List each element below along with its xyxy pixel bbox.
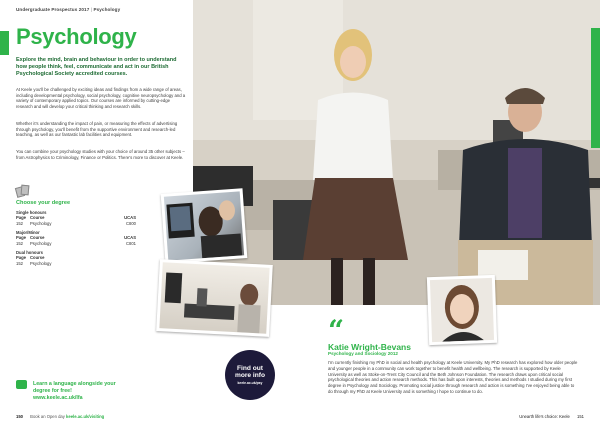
degree-section-major-minor xyxy=(16,230,136,246)
find-more-badge[interactable] xyxy=(225,350,275,400)
page-number: 151 xyxy=(577,414,584,419)
section-tab-right xyxy=(591,28,600,148)
testimonial-quote: I'm currently finishing my PhD in social and health psychology at Keele University. My PhD research has explored how older people and younger people in a community can work together to benefit health and wellbeing. The research is supported by Keele University as well as Stoke-on-Trent City Council and the Beth Johnson Foundation. The research draws upon critical social psychological theories and action research methods. This has built upon interests, theories and methods I studied during my first degree in Psychology and Sociology. Promoting social justice through research and action is something I've enjoyed being able to do through my PhD at Keele University and is something I hope to continue to do. xyxy=(328,360,578,394)
header-section: Psychology xyxy=(93,7,121,12)
choose-degree-heading: Choose your degree xyxy=(16,200,71,206)
find-more-link[interactable]: keele.ac.uk/psy xyxy=(237,381,263,386)
degree-row: 152 Psychology C800 xyxy=(16,220,136,226)
body-paragraph: Whether it's understanding the impact of pain, or measuring the effects of advertising through psychology, you'll benefit from the supportive environment and research-led teaching, as well as our fantastic lab facilities and equipment. xyxy=(16,121,178,138)
section-tab xyxy=(0,31,9,55)
footer-tagline: Unearth life's choice: Keele xyxy=(519,414,570,419)
graduation-cap-icon xyxy=(16,184,34,198)
degree-row: 152 Psychology C801 xyxy=(16,240,136,246)
footer-link[interactable]: keele.ac.uk/visiting xyxy=(66,414,105,419)
degree-section-title: Single honours xyxy=(16,210,47,215)
degree-row: 152 Psychology xyxy=(16,260,52,266)
quote-icon: “ xyxy=(328,314,345,347)
student-portrait xyxy=(427,275,497,345)
lab-photo-equipment xyxy=(156,259,273,337)
footer-right xyxy=(519,414,584,419)
running-header: Undergraduate Prospectus 2017 | Psychology xyxy=(16,7,121,12)
header-label: Undergraduate Prospectus 2017 xyxy=(16,7,90,12)
footer-text: Book an Open day xyxy=(30,414,65,419)
testimonial-name: Katie Wright-Bevans xyxy=(328,342,411,352)
page-number: 150 xyxy=(16,414,23,419)
degree-table-header: Page Course UCAS xyxy=(16,235,136,240)
intro-text: Explore the mind, brain and behaviour in order to understand how people think, feel, communicate and act in our British Psychological Society accredited courses. xyxy=(16,57,177,77)
find-more-title: Find out more info xyxy=(234,364,266,379)
language-link[interactable]: www.keele.ac.uk/lfa xyxy=(33,395,83,401)
main-photo xyxy=(193,0,600,305)
body-paragraph: At Keele you'll be challenged by exciting ideas and findings from a wide range of areas, including developmental psychology, social psychology, cognitive neuropsychology and a variety of contemporary applied topics. Our courses are informed by cutting-edge research and will develop your critical thinking and research skills. xyxy=(16,87,186,109)
degree-table-header: Page Course xyxy=(16,255,45,260)
language-promo: Learn a language alongside your degree for free! xyxy=(33,381,116,394)
degree-section-title: Dual honours xyxy=(16,250,43,255)
footer-left xyxy=(16,414,104,419)
lab-photo-eye-tracking xyxy=(161,188,248,264)
degree-section-title: Major/Minor xyxy=(16,230,40,235)
testimonial-course: Psychology and Sociology 2012 xyxy=(328,351,398,356)
degree-section-dual xyxy=(16,250,136,266)
degree-section-single xyxy=(16,210,136,226)
page-title: Psychology xyxy=(16,24,137,49)
degree-table-header: Page Course UCAS xyxy=(16,215,136,220)
body-paragraph: You can combine your psychology studies with your choice of around 35 other subjects – from Astrophysics to Criminology, Finance or Politics. There's more to discover at Keele. xyxy=(16,149,185,160)
speech-bubble-icon xyxy=(16,380,27,389)
